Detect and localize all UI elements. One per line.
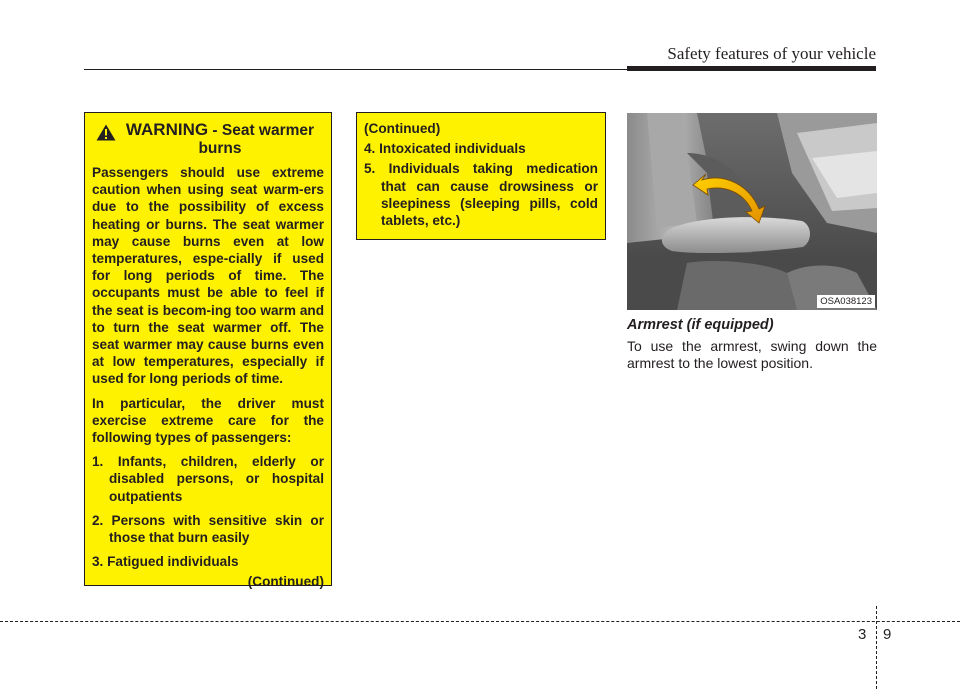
continuation-heading: (Continued): [364, 121, 441, 136]
footer-rule: [0, 621, 960, 622]
page-number: 9: [883, 626, 892, 643]
chapter-number: 3: [858, 626, 867, 643]
warning-continued: (Continued): [247, 574, 324, 590]
section-title: Armrest (if equipped): [627, 317, 774, 333]
warning-box: [84, 112, 332, 590]
warning-paragraph: In particular, the driver must exercise extreme care for the following types of passengers:: [92, 395, 324, 446]
warning-paragraph: Passengers should use extreme caution when using seat warm-ers due to the possibility of excess heating or burns. The seat warmer may cause burns even at low temperatures, espe-cially if used for long periods of time. The occupants must be able to feel if the seat is becom-ing too warm and to turn the seat warmer off. The seat warmer may cause burns even at low temperatures, especially if used for long periods of time.: [92, 165, 324, 387]
page-header-title: Safety features of your vehicle: [667, 44, 876, 63]
warning-list-item: 3. Fatigued individuals: [92, 554, 239, 570]
warning-title: [116, 121, 324, 158]
warning-list-item: 4. Intoxicated individuals: [364, 141, 526, 157]
footer-divider: [876, 606, 877, 689]
armrest-photo: [627, 113, 877, 310]
warning-list-item: 2. Persons with sensitive skin or those that burn easily: [92, 512, 324, 546]
armrest-image: [627, 113, 877, 310]
header-rule-accent: [627, 66, 876, 71]
armrest-instructions: To use the armrest, swing down the armrest to the lowest position.: [627, 338, 877, 371]
warning-triangle-icon: [96, 124, 116, 141]
warning-list-item: 1. Infants, children, elderly or disabled persons, or hospital outpatients: [92, 454, 324, 504]
warning-header: [92, 121, 324, 158]
photo-code: OSA038123: [817, 295, 875, 308]
warning-continuation-box: [356, 112, 606, 240]
warning-label: WARNING: [125, 120, 209, 139]
warning-subject: - Seat warmer burns: [198, 122, 315, 157]
warning-list-item: 5. Individuals taking medication that can cause drowsiness or sleepiness (sleeping pills, cold tablets, etc.): [364, 161, 598, 229]
